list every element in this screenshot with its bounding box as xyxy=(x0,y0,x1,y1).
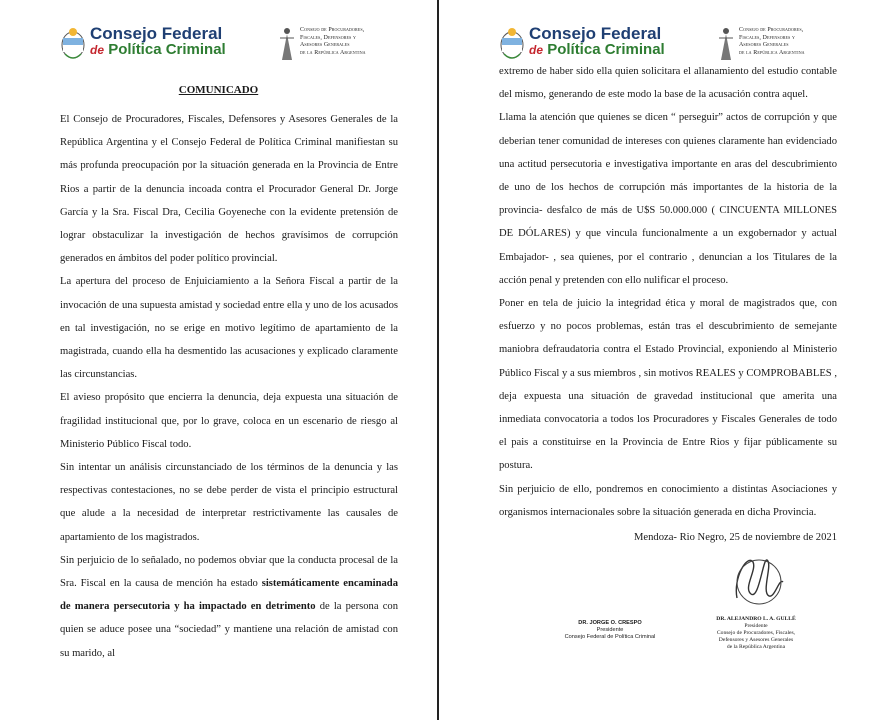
document-page-right xyxy=(439,0,876,720)
signature-block-gulle: DR. ALEJANDRO L. A. GULLÉ Presidente Consejo de Procuradores, Fiscales, Defensores y Asesores Generales de la República Argentina xyxy=(716,616,796,650)
paragraph: Sin perjuicio de ello, pondremos en conocimiento a distintas Asociaciones y organismos internacionales sobre la situación generada en dicha Provincia. xyxy=(499,483,837,518)
document-page-left xyxy=(0,0,437,720)
org-title: Consejo Federal xyxy=(529,24,662,43)
org-title: Consejo Federal xyxy=(90,24,223,43)
place-date: Mendoza- Rio Negro, 25 de noviembre de 2021 xyxy=(634,532,837,544)
org-subtitle: de Política Criminal xyxy=(529,41,665,58)
paragraph: Poner en tela de juicio la integridad ética y moral de magistrados que, con esfuerzo y no pocos problemas, están tras el descubrimiento de semejante maniobra defraudatoria contra el Estado Provincial, exponiendo al Ministerio Público Fiscal y a sus miembros , sin motivos REALES y COMPROBABLES , deja expuesta una situación de gravedad institucional que amerita una inmediata convocatoria a todos los Procuradores y Fiscales Generales de todo el pais a constituirse en la Provincia de Entre Rios y fijar públicamente su postura. xyxy=(499,298,837,472)
argentina-emblem-icon xyxy=(499,26,525,60)
paragraph: La apertura del proceso de Enjuiciamiento a la Señora Fiscal a partir de la invocación de una supuesta amistad y sociedad entre ella y uno de los acusados en tal investigación, no se erige en motivo legítimo de apartamiento de la magistrada, cuando ella ha desmentido las acusaciones y explicado claramente las circunstancias. xyxy=(60,276,398,381)
paragraph: Sin intentar un análisis circunstanciado de los términos de la denuncia y las respectivas contestaciones, no se debe perder de vista el principio estructural que alude a la necesidad de interpretar restrictivamente las causales de apartamiento de los magistrados. xyxy=(60,462,398,543)
handwritten-signature-icon xyxy=(729,548,789,610)
org-subtitle: de Política Criminal xyxy=(90,41,226,58)
paragraph: El avieso propósito que encierra la denuncia, deja expuesta una situación de fragilidad institucional que, por lo grave, coloca en un escenario de riesgo al Ministerio Público Fiscal todo. xyxy=(60,392,398,450)
body-text xyxy=(499,60,837,549)
signature-block-crespo: DR. JORGE O. CRESPO Presidente Consejo Federal de Política Criminal xyxy=(564,620,656,640)
paragraph: Llama la atención que quienes se dicen “ perseguir” actos de corrupción y que deberian tener comunidad de intereses con quienes claramente han evidenciado una actitud persecutoria e investigativa importante en aras del descubrimiento de uno de los hechos de corrupción más importantes de la historia de la provincia- desfalco de más de U$S 50.000.000 ( CINCUENTA MILLONES DE DÓLARES) y que vincula funcionalmente a un exgobernador y actual Embajador- , sea quienes, por el contrario , denuncian a los Titulares de la acción penal y pretenden con ello nulificar el proceso. xyxy=(499,112,837,286)
letterhead xyxy=(60,26,400,66)
body-text xyxy=(60,108,398,665)
justice-figure-icon xyxy=(278,26,296,62)
paragraph: Sin perjuicio de lo señalado, no podemos obviar que la conducta procesal de la Sra. Fiscal en la causa de mención ha estado sistemáticamente encaminada de manera persecutoria y ha impactado en detrimento de la persona con quien se aduce posee una “sociedad” y mantiene una relación de amistad con su marido, al xyxy=(60,554,398,659)
paragraph: extremo de haber sido ella quien solicitara el allanamiento del estudio contable del mismo, generando de este modo la base de la acusación contra aquel. xyxy=(499,66,837,101)
argentina-emblem-icon xyxy=(60,26,86,60)
council-name: Consejo de Procuradores, Fiscales, Defensores y Asesores Generales de la República Argentina xyxy=(300,27,366,56)
document-heading: COMUNICADO xyxy=(178,84,259,96)
council-name: Consejo de Procuradores, Fiscales, Defensores y Asesores Generales de la República Argentina xyxy=(739,27,805,56)
paragraph: El Consejo de Procuradores, Fiscales, Defensores y Asesores Generales de la República Argentina y el Consejo Federal de Política Criminal manifiestan su más profunda preocupación por la situación generada en la Provincia de Entre Rios a partir de la denuncia incoada contra el Procurador General Dr. Jorge García y la Sra. Fiscal Dra, Cecilia Goyeneche con la evidente pretensión de lograr obstaculizar la investigación de hechos gravísimos de corrupción generados en ámbitos del poder político provincial. xyxy=(60,114,398,265)
justice-figure-icon xyxy=(717,26,735,62)
